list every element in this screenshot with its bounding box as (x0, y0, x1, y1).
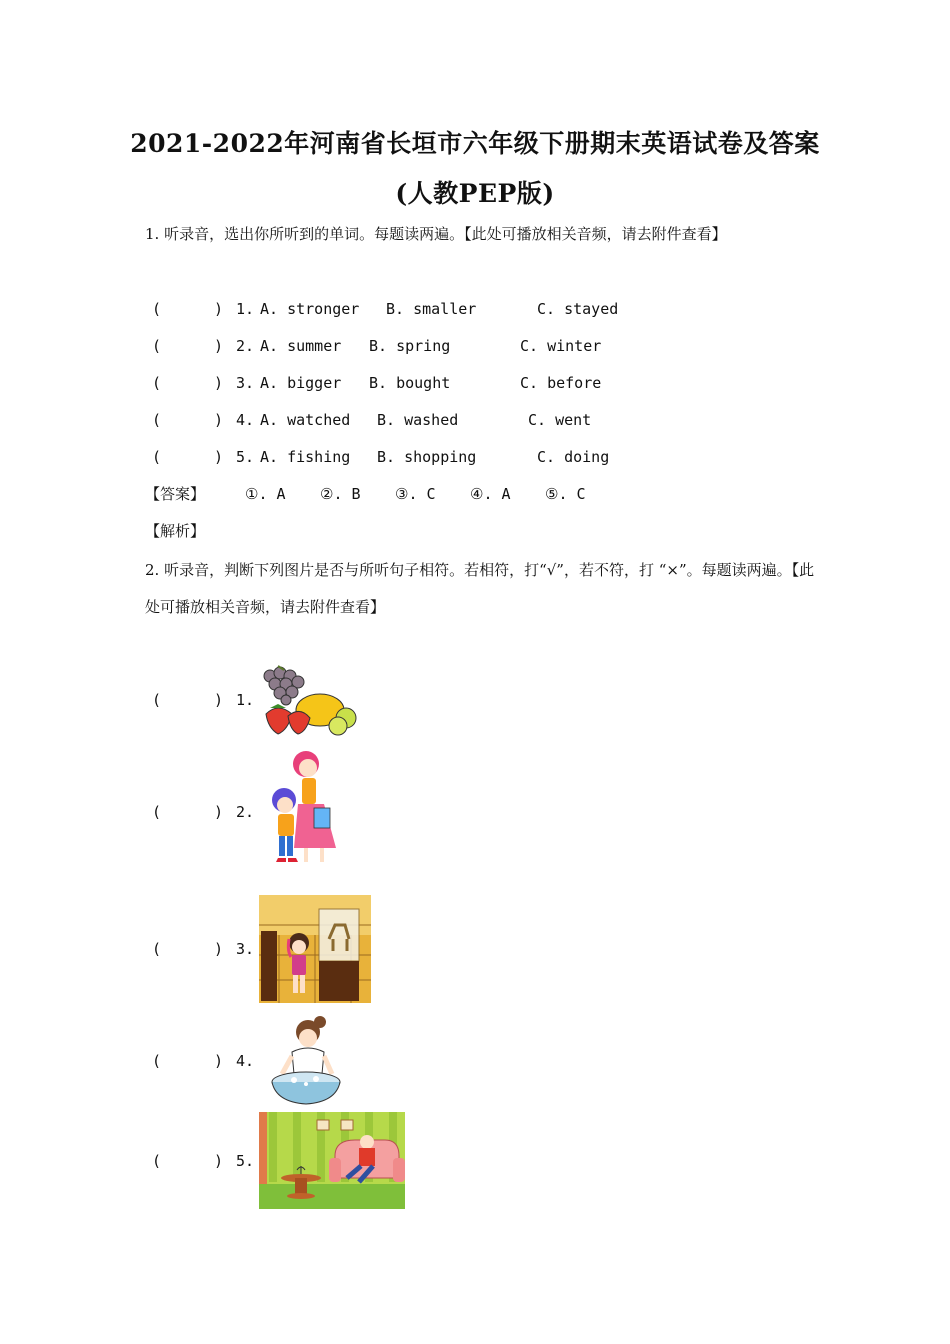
option-c: C. doing (537, 448, 610, 466)
paren-left: ( (152, 691, 162, 709)
option-b: B. spring (369, 337, 451, 355)
answer-label: 【答案】 (145, 485, 206, 503)
item-number: 2. (236, 337, 255, 355)
paren-right: ) (214, 411, 224, 429)
living-room-picture (259, 1112, 405, 1209)
paren-left: ( (152, 1052, 162, 1070)
item-number: 2. (236, 803, 255, 821)
paren-left: ( (152, 940, 162, 958)
paren-left: ( (152, 374, 162, 392)
option-b: B. washed (377, 411, 459, 429)
paren-left: ( (152, 1152, 162, 1170)
paren-right: ) (214, 448, 224, 466)
option-b: B. smaller (386, 300, 477, 318)
item-number: 3. (236, 940, 255, 958)
option-a: A. watched (260, 411, 351, 429)
answer-1: ①. A (245, 485, 286, 503)
item-number: 1. (236, 691, 255, 709)
item-number: 4. (236, 1052, 255, 1070)
option-b: B. bought (369, 374, 451, 392)
paren-left: ( (152, 337, 162, 355)
option-c: C. stayed (537, 300, 619, 318)
paren-left: ( (152, 300, 162, 318)
doc-subtitle: (人教PEP版) (395, 179, 555, 208)
museum-picture (259, 895, 371, 1003)
answer-2: ②. B (320, 485, 361, 503)
paren-right: ) (214, 1052, 224, 1070)
option-a: A. fishing (260, 448, 351, 466)
answer-5: ⑤. C (545, 485, 586, 503)
doc-title: 2021-2022年河南省长垣市六年级下册期末英语试卷及答案 (130, 129, 820, 158)
washing-picture (266, 1012, 346, 1106)
item-number: 3. (236, 374, 255, 392)
teacher-boy-picture (266, 748, 346, 870)
option-b: B. shopping (377, 448, 477, 466)
item-number: 5. (236, 1152, 255, 1170)
paren-right: ) (214, 300, 224, 318)
paren-left: ( (152, 448, 162, 466)
answer-4: ④. A (470, 485, 511, 503)
option-c: C. before (520, 374, 602, 392)
item-number: 5. (236, 448, 255, 466)
paren-right: ) (214, 803, 224, 821)
paren-right: ) (214, 337, 224, 355)
q1-prompt: 1. 听录音，选出你所听到的单词。每题读两遍。【此处可播放相关音频，请去附件查看】 (145, 225, 727, 243)
fruits-picture (258, 664, 358, 736)
paren-right: ) (214, 374, 224, 392)
option-a: A. summer (260, 337, 342, 355)
answer-3: ③. C (395, 485, 436, 503)
option-a: A. bigger (260, 374, 342, 392)
option-c: C. went (528, 411, 592, 429)
option-a: A. stronger (260, 300, 360, 318)
q2-prompt: 2. 听录音，判断下列图片是否与所听句子相符。若相符，打“√”，若不符，打 “×”。每题读两遍。【此处可播放相关音频，请去附件查看】 (145, 561, 815, 616)
paren-right: ) (214, 691, 224, 709)
analysis-label: 【解析】 (145, 522, 206, 540)
option-c: C. winter (520, 337, 602, 355)
item-number: 1. (236, 300, 255, 318)
paren-right: ) (214, 940, 224, 958)
item-number: 4. (236, 411, 255, 429)
paren-left: ( (152, 803, 162, 821)
paren-right: ) (214, 1152, 224, 1170)
paren-left: ( (152, 411, 162, 429)
